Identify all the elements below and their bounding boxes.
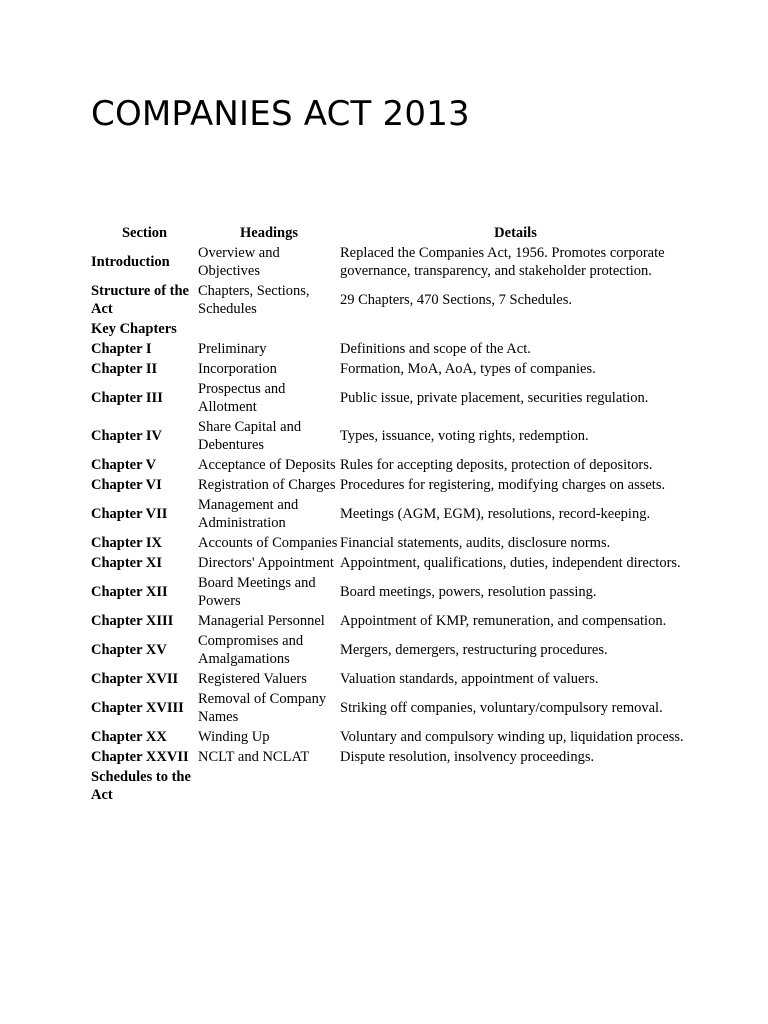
- section-cell: Chapter I: [91, 341, 152, 357]
- table-row: [91, 573, 691, 611]
- table-row: [91, 475, 691, 495]
- details-cell: 29 Chapters, 470 Sections, 7 Schedules.: [340, 292, 572, 308]
- table-row: [91, 359, 691, 379]
- table-row: [91, 631, 691, 669]
- section-cell: Chapter XV: [91, 642, 167, 658]
- section-cell: Chapter IV: [91, 428, 163, 444]
- heading-cell: Compromises and Amalgamations: [198, 633, 304, 667]
- section-cell: Chapter XVII: [91, 671, 179, 687]
- heading-cell: Chapters, Sections, Schedules: [198, 283, 310, 317]
- heading-cell: Winding Up: [198, 729, 270, 745]
- details-cell: Rules for accepting deposits, protection of depositors.: [340, 457, 653, 473]
- table-row: [91, 533, 691, 553]
- details-cell: Voluntary and compulsory winding up, liquidation process.: [340, 729, 684, 745]
- table-row: [91, 455, 691, 475]
- section-cell: Introduction: [91, 254, 170, 270]
- table-row: [91, 747, 691, 767]
- section-cell: Chapter XX: [91, 729, 167, 745]
- table-row: [91, 611, 691, 631]
- heading-cell: Incorporation: [198, 361, 277, 377]
- table-row: [91, 767, 691, 805]
- details-cell: Mergers, demergers, restructuring procedures.: [340, 642, 608, 658]
- heading-cell: Board Meetings and Powers: [198, 575, 316, 609]
- table-row: [91, 669, 691, 689]
- heading-cell: Overview and Objectives: [198, 245, 280, 279]
- table-row: [91, 553, 691, 573]
- section-cell: Chapter II: [91, 361, 158, 377]
- heading-cell: Managerial Personnel: [198, 613, 325, 629]
- column-header-details: Details: [494, 225, 537, 241]
- heading-cell: Accounts of Companies: [198, 535, 338, 551]
- heading-cell: Removal of Company Names: [198, 691, 327, 725]
- section-cell: Chapter VII: [91, 506, 168, 522]
- details-cell: [340, 319, 691, 339]
- details-cell: Definitions and scope of the Act.: [340, 341, 531, 357]
- details-cell: Meetings (AGM, EGM), resolutions, record-keeping.: [340, 506, 651, 522]
- details-cell: Public issue, private placement, securities regulation.: [340, 390, 649, 406]
- section-cell: Chapter XVIII: [91, 700, 184, 716]
- details-cell: Financial statements, audits, disclosure norms.: [340, 535, 611, 551]
- table-row: [91, 281, 691, 319]
- section-cell: Chapter XI: [91, 555, 163, 571]
- details-cell: Types, issuance, voting rights, redemption.: [340, 428, 589, 444]
- heading-cell: Management and Administration: [198, 497, 299, 531]
- details-cell: Appointment, qualifications, duties, independent directors.: [340, 555, 681, 571]
- heading-cell: Directors' Appointment: [198, 555, 334, 571]
- heading-cell: [198, 319, 340, 339]
- details-cell: Formation, MoA, AoA, types of companies.: [340, 361, 596, 377]
- details-cell: Board meetings, powers, resolution passing.: [340, 584, 597, 600]
- heading-cell: Registered Valuers: [198, 671, 307, 687]
- heading-cell: Acceptance of Deposits: [198, 457, 336, 473]
- details-cell: Valuation standards, appointment of valuers.: [340, 671, 599, 687]
- column-header-section: Section: [121, 225, 168, 241]
- section-cell: Structure of the Act: [91, 283, 189, 317]
- table-row: [91, 689, 691, 727]
- section-cell: Schedules to the Act: [91, 769, 191, 803]
- details-cell: Appointment of KMP, remuneration, and compensation.: [340, 613, 667, 629]
- table-row: [91, 495, 691, 533]
- section-cell: Chapter XXVII: [91, 749, 189, 765]
- table-body: [91, 243, 691, 805]
- section-cell: Chapter IX: [91, 535, 163, 551]
- details-cell: Striking off companies, voluntary/compulsory removal.: [340, 700, 663, 716]
- section-cell: Key Chapters: [91, 321, 177, 337]
- heading-cell: Share Capital and Debentures: [198, 419, 302, 453]
- column-header-headings: Headings: [239, 225, 298, 241]
- table-row: [91, 243, 691, 281]
- section-cell: Chapter V: [91, 457, 157, 473]
- table-row: [91, 339, 691, 359]
- section-cell: Chapter XIII: [91, 613, 174, 629]
- table-row: [91, 727, 691, 747]
- section-cell: Chapter VI: [91, 477, 162, 493]
- section-cell: Chapter XII: [91, 584, 168, 600]
- companies-act-table: [91, 223, 691, 805]
- heading-cell: Registration of Charges: [198, 477, 336, 493]
- table-row: [91, 319, 691, 339]
- details-cell: Procedures for registering, modifying charges on assets.: [340, 477, 666, 493]
- details-cell: Dispute resolution, insolvency proceedings.: [340, 749, 595, 765]
- details-cell: Replaced the Companies Act, 1956. Promotes corporate governance, transparency, and stakeholder protection.: [340, 245, 665, 279]
- table-row: [91, 417, 691, 455]
- table-header: [91, 223, 691, 243]
- section-cell: Chapter III: [91, 390, 163, 406]
- table-row: [91, 379, 691, 417]
- heading-cell: [198, 767, 340, 805]
- heading-cell: NCLT and NCLAT: [198, 749, 310, 765]
- document-title: COMPANIES ACT 2013: [91, 94, 470, 134]
- heading-cell: Prospectus and Allotment: [198, 381, 286, 415]
- details-cell: [340, 767, 691, 805]
- heading-cell: Preliminary: [198, 341, 267, 357]
